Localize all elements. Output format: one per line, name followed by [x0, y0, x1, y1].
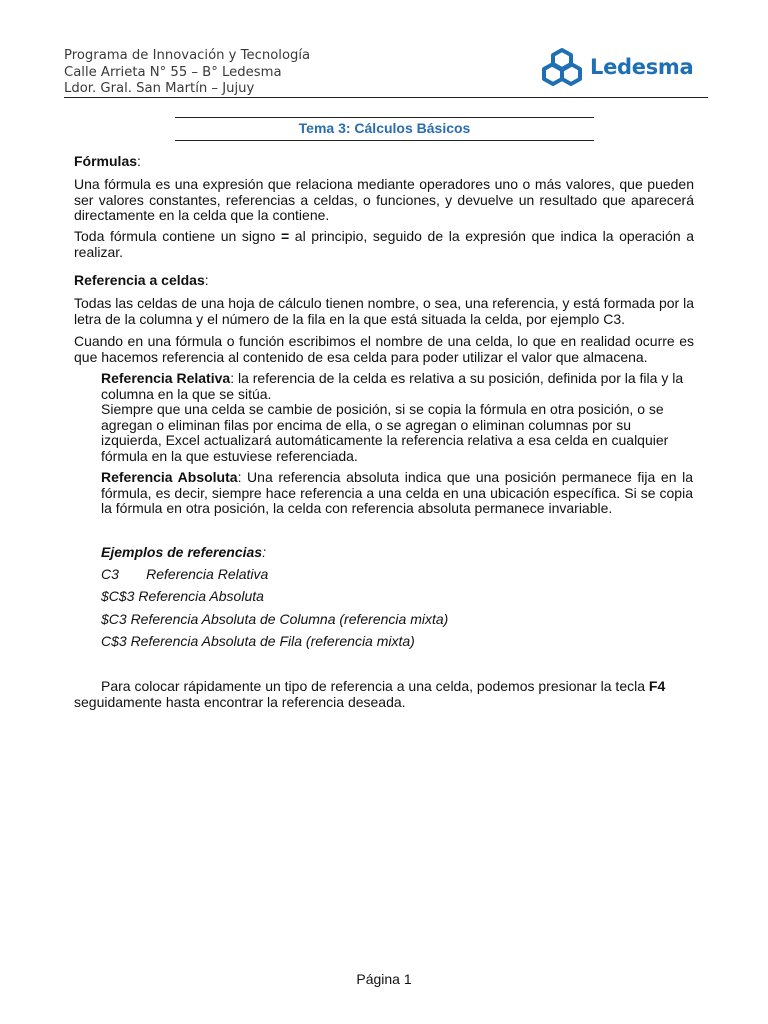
- ledesma-knot-logo-icon: [542, 47, 582, 87]
- example-item: $C3 Referencia Absoluta de Columna (referencia mixta): [101, 611, 449, 627]
- references-heading: [74, 273, 209, 289]
- examples-heading: [101, 545, 266, 561]
- absolute-reference-label: Referencia Absoluta: [101, 469, 238, 485]
- f4-key: F4: [648, 678, 666, 694]
- letterhead-line-city: Ldor. Gral. San Martín – Jujuy: [64, 81, 255, 96]
- letterhead-line-program: Programa de Innovación y Tecnología: [64, 48, 311, 63]
- example-item: C$3 Referencia Absoluta de Fila (referencia mixta): [101, 633, 415, 649]
- formulas-heading-colon: :: [137, 153, 141, 169]
- header-divider: [64, 97, 708, 98]
- formulas-p2-text: Toda fórmula contiene un signo: [74, 228, 281, 244]
- formulas-paragraph-2: [74, 229, 694, 260]
- references-heading-colon: :: [204, 272, 209, 288]
- relative-reference-text: : la referencia de la celda es relativa a su posición, definida por la fila y la columna en la que se sitúa.: [101, 370, 684, 402]
- letterhead-line-address: Calle Arrieta N° 55 – B° Ledesma: [64, 64, 282, 80]
- closing-text-end: seguidamente hasta encontrar la referencia deseada.: [74, 693, 406, 710]
- closing-paragraph: [74, 679, 694, 710]
- references-heading-label: Referencia a celdas: [74, 272, 205, 288]
- logo-wordmark: Ledesma: [590, 55, 694, 79]
- examples-heading-label: Ejemplos de referencias: [101, 544, 263, 560]
- formulas-heading-label: Fórmulas: [74, 153, 138, 169]
- absolute-reference-block: [101, 470, 693, 517]
- letterhead: [64, 48, 310, 98]
- example-item: $C$3 Referencia Absoluta: [101, 588, 264, 604]
- relative-reference-block: [101, 371, 693, 464]
- examples-heading-colon: :: [262, 544, 266, 560]
- closing-text: Para colocar rápidamente un tipo de referencia a una celda, podemos presionar la tecla: [101, 678, 649, 694]
- relative-reference-detail: Siempre que una celda se cambie de posición, si se copia la fórmula en otra posición, o se agregan o eliminan filas por encima de ella, o se agregan o eliminan columnas por su izquierda, Excel actualizará automáticamente la referencia relativa a esa celda en cualquier fórmula en la que estuviese referenciada.: [101, 401, 669, 464]
- formulas-p2-text-end: al principio, seguido de la expresión que indica la operación a realizar.: [74, 228, 694, 260]
- ledesma-logo: [542, 47, 693, 87]
- topic-title-box: [175, 117, 594, 141]
- equals-sign: =: [281, 228, 290, 244]
- topic-title: Tema 3: Cálculos Básicos: [298, 120, 471, 136]
- page-number: Página 1: [356, 971, 412, 987]
- example-item: C3 Referencia Relativa: [101, 566, 269, 582]
- absolute-reference-text: : Una referencia absoluta indica que una posición permanece fija en la fórmula, es decir, siempre hace referencia a una celda en una ubicación específica. Si se copia la fórmula en otra posición, la celda con referencia absoluta permanece invariable.: [101, 469, 693, 516]
- relative-reference-label: Referencia Relativa: [101, 370, 231, 386]
- references-paragraph-1: Todas las celdas de una hoja de cálculo tienen nombre, o sea, una referencia, y está formada por la letra de la columna y el número de la fila en la que está situada la celda, por ejemplo C3.: [74, 295, 694, 327]
- formulas-paragraph-1: Una fórmula es una expresión que relaciona mediante operadores uno o más valores, que pueden ser valores constantes, referencias a celdas, o funciones, y devuelve un resultado que aparecerá directamente en la celda que la contiene.: [74, 176, 694, 223]
- formulas-heading: [74, 154, 141, 170]
- references-paragraph-2: Cuando en una fórmula o función escribimos el nombre de una celda, lo que en realidad ocurre es que hacemos referencia al contenido de esa celda para poder utilizar el valor que almacena.: [74, 333, 694, 365]
